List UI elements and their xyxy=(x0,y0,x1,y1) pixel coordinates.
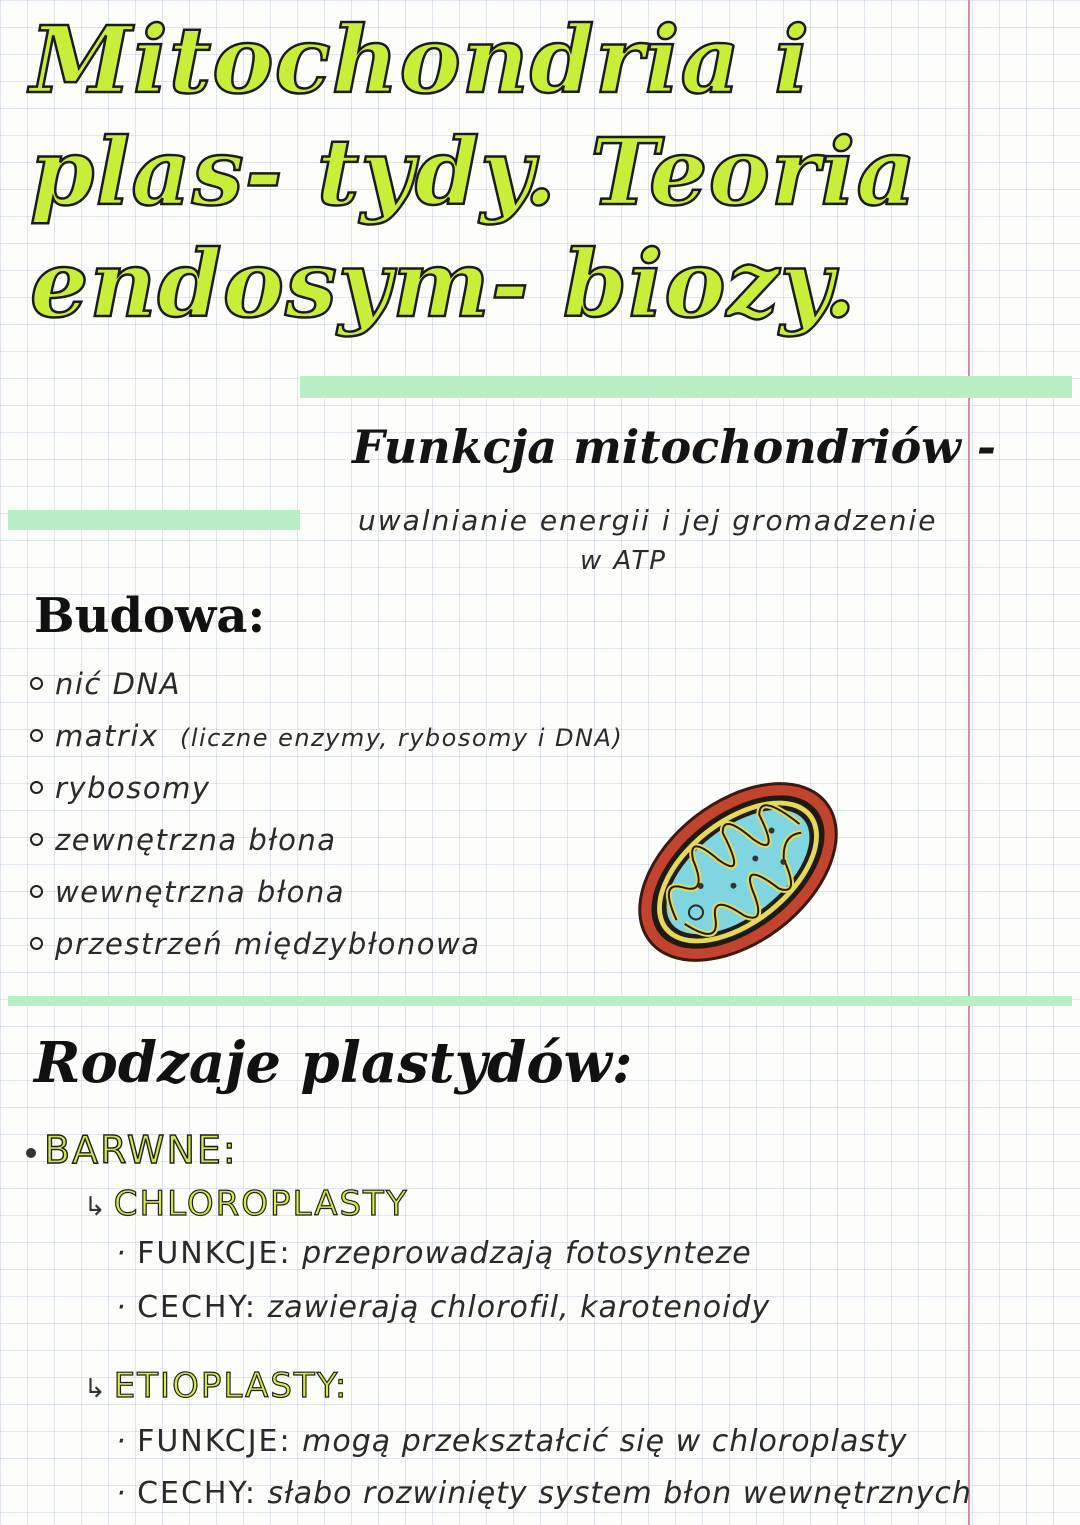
funkcje-label: FUNKCJE: xyxy=(137,1236,292,1271)
budowa-list xyxy=(30,658,623,970)
cechy-label: CECHY: xyxy=(137,1476,257,1511)
funkcje-label: FUNKCJE: xyxy=(137,1424,292,1459)
funkcja-heading: Funkcja mitochondriów - xyxy=(352,420,996,474)
etioplasty-heading xyxy=(84,1366,348,1406)
list-item xyxy=(30,710,623,762)
chloroplasty-heading xyxy=(84,1184,409,1224)
barwne-heading xyxy=(26,1128,238,1172)
chloroplasty-cechy: · CECHY: zawierają chlorofil, karotenoidy xyxy=(116,1290,771,1325)
circle-bullet-icon xyxy=(30,885,43,898)
page-title: Mitochondria i plas- tydy. Teoria endosym- biozy. xyxy=(30,6,917,338)
funkcje-text: mogą przekształcić się w chloroplasty xyxy=(302,1424,908,1459)
highlight-strip xyxy=(8,510,300,530)
cechy-text: zawierają chlorofil, karotenoidy xyxy=(267,1290,771,1325)
cechy-text: słabo rozwinięty system błon wewnętrznych xyxy=(267,1476,972,1511)
corner-arrow-icon: ↳ xyxy=(84,1374,108,1404)
rodzaje-heading: Rodzaje plastydów: xyxy=(34,1030,633,1096)
list-item-text: zewnętrzna błona xyxy=(55,823,337,857)
list-item-text: matrix xyxy=(55,719,159,753)
circle-bullet-icon xyxy=(30,833,43,846)
funkcja-text: uwalnianie energii i jej gromadzenie xyxy=(358,504,938,537)
funkcja-text-atp: w ATP xyxy=(580,546,667,576)
cechy-label: CECHY: xyxy=(137,1290,257,1325)
funkcje-text: przeprowadzają fotosynteze xyxy=(302,1236,752,1271)
highlight-strip xyxy=(300,376,1072,398)
corner-arrow-icon: ↳ xyxy=(84,1192,108,1222)
chloroplasty-funkcje: · FUNKCJE: przeprowadzają fotosynteze xyxy=(116,1236,752,1271)
chloroplasty-label: CHLOROPLASTY xyxy=(113,1184,409,1224)
section-divider xyxy=(8,996,1072,1006)
circle-bullet-icon xyxy=(30,781,43,794)
budowa-heading: Budowa: xyxy=(34,588,266,644)
list-item-text: wewnętrzna błona xyxy=(55,875,346,909)
matrix-note: (liczne enzymy, rybosomy i DNA) xyxy=(179,724,624,752)
barwne-label: BARWNE: xyxy=(44,1128,238,1172)
list-item xyxy=(30,762,623,814)
circle-bullet-icon xyxy=(30,729,43,742)
etioplasty-funkcje: · FUNKCJE: mogą przekształcić się w chloroplasty xyxy=(116,1424,908,1459)
list-item xyxy=(30,814,623,866)
list-item xyxy=(30,866,623,918)
list-item-text: rybosomy xyxy=(55,771,211,805)
list-item-text: przestrzeń międzybłonowa xyxy=(55,927,481,961)
list-item xyxy=(30,918,623,970)
list-item xyxy=(30,658,623,710)
list-item-text: nić DNA xyxy=(55,667,181,701)
etioplasty-cechy: · CECHY: słabo rozwinięty system błon wewnętrznych xyxy=(116,1476,972,1511)
mitochondrion-illustration xyxy=(630,760,846,984)
circle-bullet-icon xyxy=(30,677,43,690)
dot-bullet-icon xyxy=(26,1148,36,1158)
etioplasty-label: ETIOPLASTY: xyxy=(113,1366,349,1406)
circle-bullet-icon xyxy=(30,937,43,950)
